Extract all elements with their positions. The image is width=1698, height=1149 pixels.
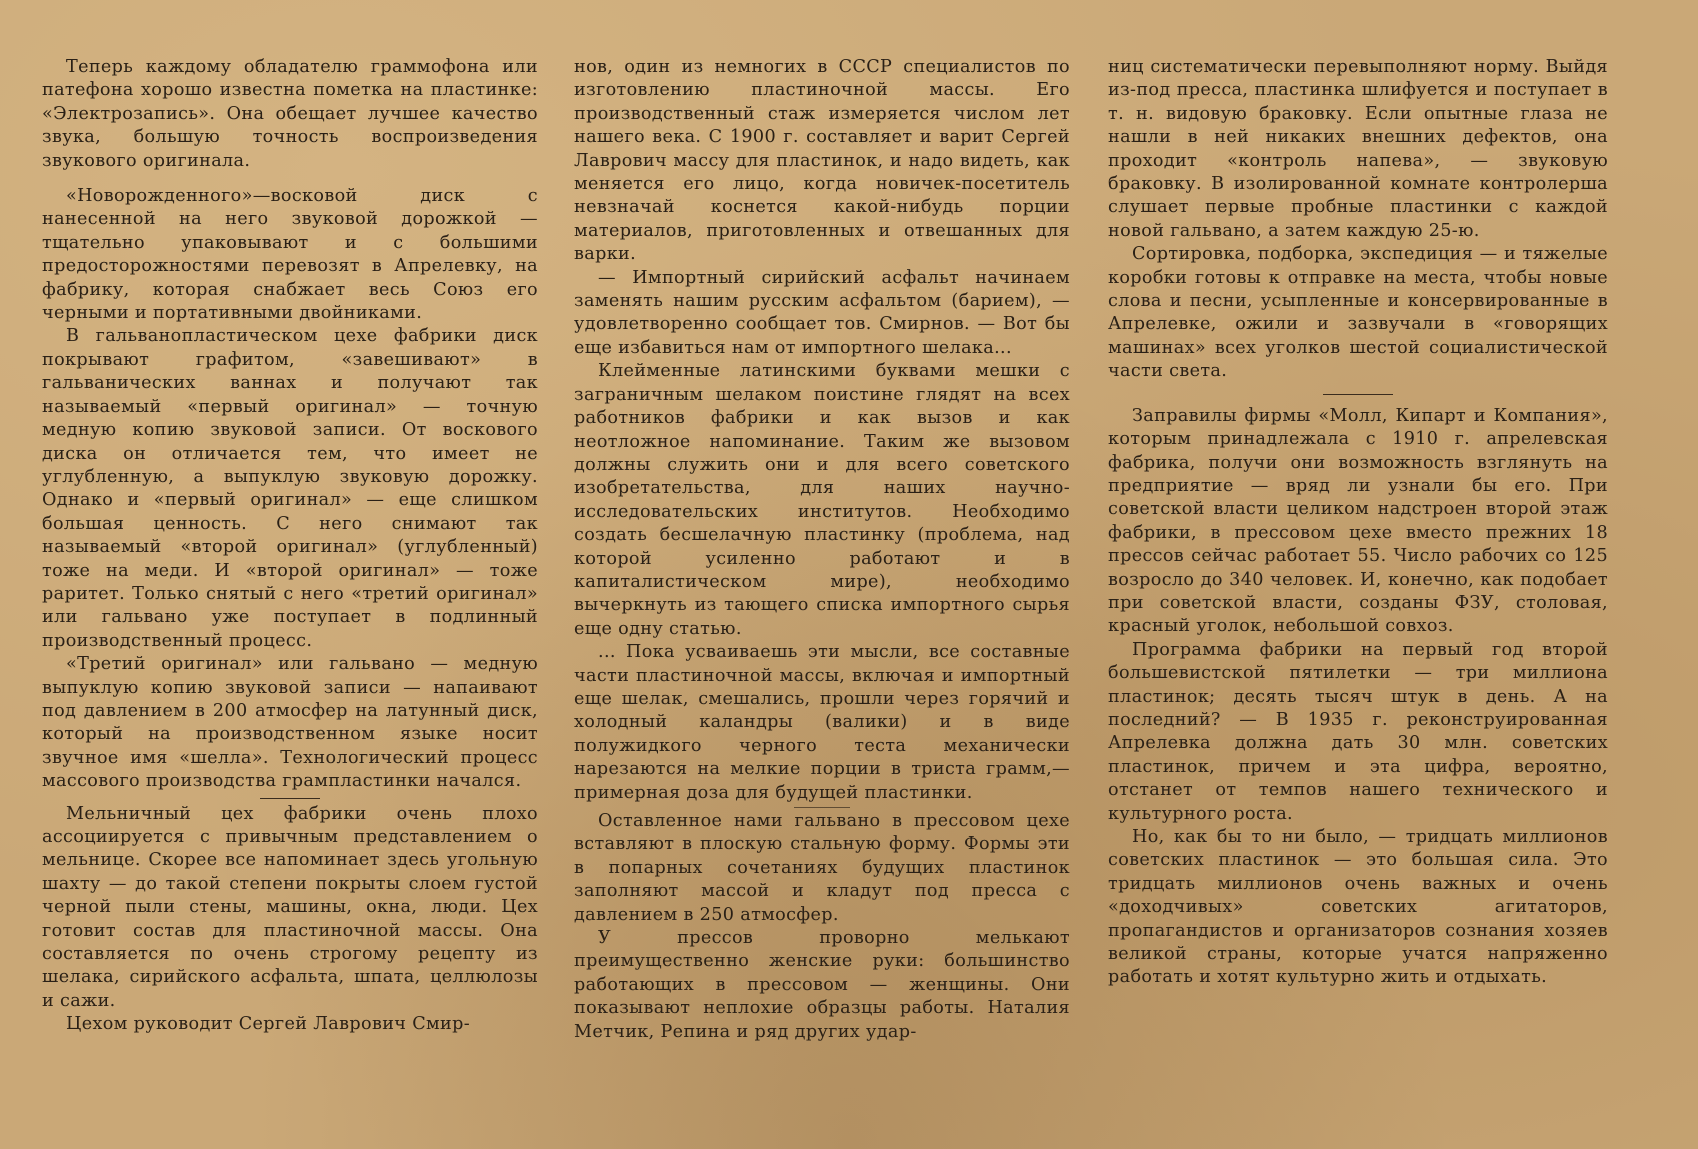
paragraph-asfalt-quote: — Импортный сирийский асфальт начинаем заменять нашим русским асфальтом (барием), — удовлетворенно сообщает тов. Смирнов. — Вот бы еще избавиться нам от импортного шелака... [574,267,1070,358]
paragraph-brakovka: ниц систематически перевыполняют норму. Выйдя из-под пресса, пластинка шлифуется и поступает в т. н. видовую браковку. Если опытные глаза не нашли в ней никаких внешних дефектов, она проходит «контроль напева», — звуковую браковку. В изолированной комнате контролерша слушает первые пробные пластинки с каждой новой гальвано, а затем каждую 25-ю. [1108,57,1608,241]
column-1 [42,56,538,1037]
paragraph-smirnov-start: Цехом руководит Сергей Лаврович Смир- [66,1014,471,1035]
section-divider [260,798,320,799]
paragraph-smirnov-cont: нов, один из немногих в СССР специалистов по изготовлению пластиночной массы. Его производственный стаж измеряется числом лет нашего века. С 1900 г. составляет и варит Сергей Лаврович массу для пластинок, и надо видеть, как меняется его лицо, когда новичек-посетитель невзначай коснется какой-нибудь порции материалов, приготовленных и отвешанных для варки. [574,57,1070,265]
paragraph-electrozapis: Теперь каждому обладателю граммофона или патефона хорошо известна пометка на пластинке: «Электрозапись». Она обещает лучшее качество звука, большую точность воспроизведения звукового оригинала. [42,57,538,171]
paragraph-tridcat-millionov: Но, как бы то ни было, — тридцать миллионов советских пластинок — это большая сила. Это тридцать миллионов очень важных и очень «доходчивых» советских агитаторов, пропагандистов и организаторов сознания хозяев великой страны, которые учатся напряженно работать и хотят культурно жить и отдыхать. [1108,827,1608,988]
column-3 [1108,56,1608,990]
paragraph-pressovy-ceh: Оставленное нами гальвано в прессовом цехе вставляют в плоскую стальную форму. Формы эти в попарных сочетаниях будущих пластинок заполняют массой и кладут под пресса с давлением в 250 атмосфер. [574,811,1070,925]
paragraph-moll-kipart: Заправилы фирмы «Молл, Кипарт и Компания», которым принадлежала с 1910 г. апрелевская фабрика, получи они возможность взглянуть на предприятие — вряд ли узнали бы его. При советской власти целиком надстроен второй этаж фабрики, в прессовом цехе вместо прежних 18 прессов сейчас работает 55. Число рабочих со 125 возросло до 340 человек. И, конечно, как подобает при советской власти, созданы ФЗУ, столовая, красный уголок, небольшой совхоз. [1108,405,1608,637]
section-divider [794,807,850,808]
paragraph-programma: Программа фабрики на первый год второй большевистской пятилетки — три миллиона пластинок; десять тысяч штук в день. А на последний? — В 1935 г. реконструированная Апрелевка должна дать 30 млн. советских пластинок, причем и эта цифра, вероятно, отстанет от темпов нашего технического и культурного роста. [1108,639,1608,824]
paragraph-u-pressov: У прессов проворно мелькают преимущественно женские руки: большинство работающих в прессовом — женщины. Они показывают неплохие образцы работы. Наталия Метчик, Репина и ряд других удар- [574,928,1070,1042]
paragraph-novorozhdenny: «Новорожденного»—восковой диск с нанесенной на него звуковой дорожкой — тщательно упаковывают и с большими предосторожностями перевозят в Апрелевку, на фабрику, которая снабжает весь Союз его черными и портативными двойниками. [42,186,538,324]
paragraph-melnichny-ceh: Мельничный цех фабрики очень плохо ассоциируется с привычным представлением о мельнице. Скорее все напоминает здесь угольную шахту — до такой степени покрыты слоем густой черной пыли стены, машины, окна, люди. Цех готовит состав для пластиночной массы. Она составляется по очень строгому рецепту из шелака, сирийского асфальта, шпата, целлюлозы и сажи. [42,803,538,1011]
paragraph-sostavnye-chasti: ... Пока усваиваешь эти мысли, все составные части пластиночной массы, включая и импортный еще шелак, смешались, прошли через горячий и холодный каландры (валики) и в виде полужидкого черного теста механически нарезаются на мелкие порции в триста грамм,—примерная доза для будущей пластинки. [574,642,1070,803]
paragraph-sortirovka: Сортировка, подборка, экспедиция — и тяжелые коробки готовы к отправке на места, чтобы новые слова и песни, усыпленные и консервированные в Апрелевке, ожили и зазвучали в «говорящих машинах» всех уголков шестой социалистической части света. [1108,244,1608,382]
section-divider [1323,394,1393,395]
paragraph-tretiy-original: «Третий оригинал» или гальвано — медную выпуклую копию звуковой записи — напаивают под давлением в 200 атмосфер на латунный диск, который на производственном языке носит звучное имя «шелла». Технологический процесс массового производства грампластинки начался. [42,654,538,792]
paragraph-galvano-ceh: В гальванопластическом цехе фабрики диск покрывают графитом, «завешивают» в гальванических ваннах и получают так называемый «первый оригинал» — точную медную копию звуковой записи. От воскового диска он отличается тем, что имеет не углубленную, а выпуклую звуковую дорожку. Однако и «первый оригинал» — еще слишком большая ценность. С него снимают так называемый «второй оригинал» (углубленный) тоже на меди. И «второй оригинал» — тоже раритет. Только снятый с него «третий оригинал» или гальвано уже поступает в подлинный производственный процесс. [42,326,538,651]
paragraph-shelak-meshki: Клейменные латинскими буквами мешки с заграничным шелаком поистине глядят на всех работников фабрики и как вызов и как неотложное напоминание. Таким же вызовом должны служить они и для всего советского изобретательства, для наших научно-исследовательских институтов. Необходимо создать бесшелачную пластинку (проблема, над которой усиленно работают и в капиталистическом мире), необходимо вычеркнуть из тающего списка импортного сырья еще одну статью. [574,361,1070,639]
column-2 [574,56,1070,1044]
